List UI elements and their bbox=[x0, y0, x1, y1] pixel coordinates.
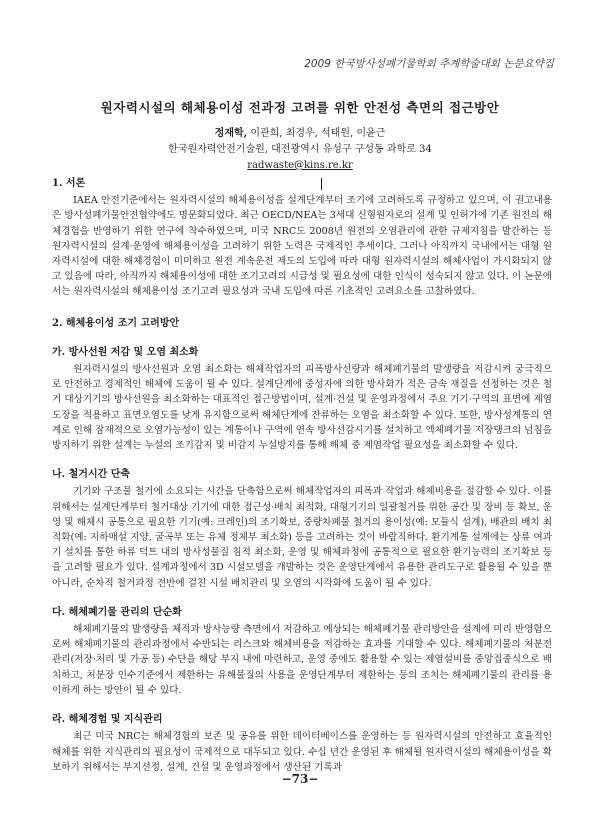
section-early-consideration bbox=[52, 316, 552, 331]
subsection-paragraph: 최근 미국 NRC는 해체경험의 보존 및 공유를 위한 데이터베이스를 운영하는 등 원자력시설의 안전하고 효율적인 해체를 위한 지식관리의 필요성이 국제적으로 대두되고 있다. 수십 년간 운영된 후 해체될 원자력시설의 해체용이성을 확보하기 위해서는 부지선정, 설계, 건설 및 운영과정에서 생산된 기록과 bbox=[52, 731, 552, 773]
subsection-waste-management bbox=[52, 605, 552, 698]
subsection-paragraph: 기기와 구조물 철거에 소요되는 시간을 단축함으로써 해체작업자의 피폭과 작업과 해체비용을 절감할 수 있다. 이를 위해서는 설계단계부터 철거대상 기기에 대한 접근성·배치 최적화, 대형기기의 일괄철거를 위한 공간 및 장비 등 확보, 운영 및 해체시 공통으로 필요한 기기(예: 크레인)의 조기확보, 중량차폐물 철거의 용이성(예: 모듈식 설계), 배관의 배치 최적화(예: 지하매설 지양, 굴곡부 또는 유체 정체부 최소화) 등을 고려하는 것이 바람직하다. 환기계통 설계에는 상류 여과기 설치를 통한 하류 덕트 내의 방사성물질 침적 최소화, 운영 및 해체과정에 공통적으로 필요한 환기능력의 조기확보 등을 고려할 필요가 있다. 설계과정에서 3D 시설모델을 개발하는 것은 운영단계에서 유용한 관리도구로 활용될 수 있을 뿐 아니라, 순차적 철거과정 전반에 걸친 시설 배치관리 및 오염의 시각화에 도움이 될 수 있다. bbox=[52, 486, 552, 589]
paper-title: 원자력시설의 해체용이성 전과정 고려를 위한 안전성 측면의 접근방안 bbox=[100, 100, 500, 115]
author-block bbox=[0, 126, 600, 174]
section-paragraph: IAEA 안전기준에서는 원자력시설의 해체용이성을 설계단계부터 조기에 고려하도록 규정하고 있으며, 이 권고내용은 방사성폐기물안전협약에도 명문화되었다. 최근 OECD/NEA는 3세대 신형원자로의 설계 및 인허가에 기존 원전의 해체경험을 반영하기 위한 연구에 착수하였으며, 미국 NRC도 2008년 원전의 오염관리에 관한 규제지침을 발간하는 등 원자력시설의 설계·운영에 해체용이성을 고려하기 위한 노력은 국제적인 추세이다. 그러나 아직까지 국내에서는 대형 원자력시설에 대한 해체경험이 미미하고 원전 계속운전 제도의 도입에 따라 대형 원자력시설의 해체사업이 가시화되지 않고 있음에 따라, 아직까지 해체용이성에 대한 조기고려의 시급성 및 필요성에 대한 인식이 성숙되지 않고 있다. 이 논문에서는 원자력시설의 해체용이성 조기고려 필요성과 국내 도입에 따른 기초적인 고려요소를 고찰하였다. bbox=[52, 195, 552, 298]
running-header: 2009 한국방사성폐기물학회 추계학술대회 논문요약집 bbox=[304, 58, 554, 70]
author-email[interactable]: radwaste@kins.re.kr bbox=[247, 160, 353, 171]
subsection-heading: 가. 방사선원 저감 및 오염 최소화 bbox=[52, 346, 199, 358]
co-authors: 이관희, 최경우, 석태원, 이윤근 bbox=[247, 128, 386, 139]
subsection-heading: 라. 해체경험 및 지식관리 bbox=[52, 714, 163, 726]
paper-body bbox=[52, 176, 552, 789]
page-number: −73− bbox=[281, 772, 319, 786]
section-heading: 1. 서론 bbox=[52, 178, 86, 189]
subsection-heading: 나. 철거시간 단축 bbox=[52, 469, 131, 481]
lead-author: 정재학, bbox=[214, 128, 248, 139]
subsection-dismantling-time bbox=[52, 467, 552, 591]
subsection-paragraph: 해체폐기물의 발생량을 체적과 방사능량 측면에서 저감하고 예상되는 해체폐기물 관리방안을 설계에 미리 반영함으로써 해체폐기물의 관리과정에서 수반되는 리스크와 해체비용을 저감하는 효과를 기대할 수 있다. 해체폐기물의 처분전관리(저장·처리 및 가공 등) 수단을 해당 부지 내에 마련하고, 운영 중에도 활용할 수 있는 제염설비를 중앙집중식으로 배치하고, 처분장 인수기준에서 제한하는 유해물질의 사용을 운영단계부터 제한하는 등의 조치는 해체폐기물의 관리를 용이하게 하는 방안이 될 수 있다. bbox=[52, 624, 552, 696]
section-heading: 2. 해체용이성 조기 고려방안 bbox=[52, 317, 180, 329]
subsection-knowledge-management bbox=[52, 712, 552, 775]
subsection-source-reduction bbox=[52, 345, 552, 453]
subsection-heading: 다. 해체폐기물 관리의 단순화 bbox=[52, 606, 182, 618]
section-introduction bbox=[52, 176, 552, 300]
affiliation: 한국원자력안전기술원, 대전광역시 유성구 구성동 과학로 34 bbox=[168, 144, 432, 155]
subsection-paragraph: 원자력시설의 방사선원과 오염 최소화는 해체작업자의 피폭방사선량과 해체폐기물의 발생량을 저감시켜 궁극적으로 안전하고 경제적인 해체에 도움이 될 수 있다. 설계단계에 중성자에 의한 방사화가 적은 금속 재질을 선정하는 것은 철거 대상기기의 방사선원을 최소화하는 대표적인 접근방법이며, 설계·건설 및 운영과정에서 주요 기기·구역의 표면에 제염도장을 적용하고 표면오염도를 낮게 유지함으로써 해체단계에 잔류하는 오염을 최소화할 수 있다. 또한, 방사성계통의 연계로 인해 잠재적으로 오염가능성이 있는 계통이나 구역에 연속 방사선감시기를 설치하고 액체폐기물 저장탱크의 넘침을 방지하기 위한 설계는 누설의 조기감지 및 비감지 누설방지를 통해 해체 중 제염작업 필요성을 최소화할 수 있다. bbox=[52, 364, 552, 452]
